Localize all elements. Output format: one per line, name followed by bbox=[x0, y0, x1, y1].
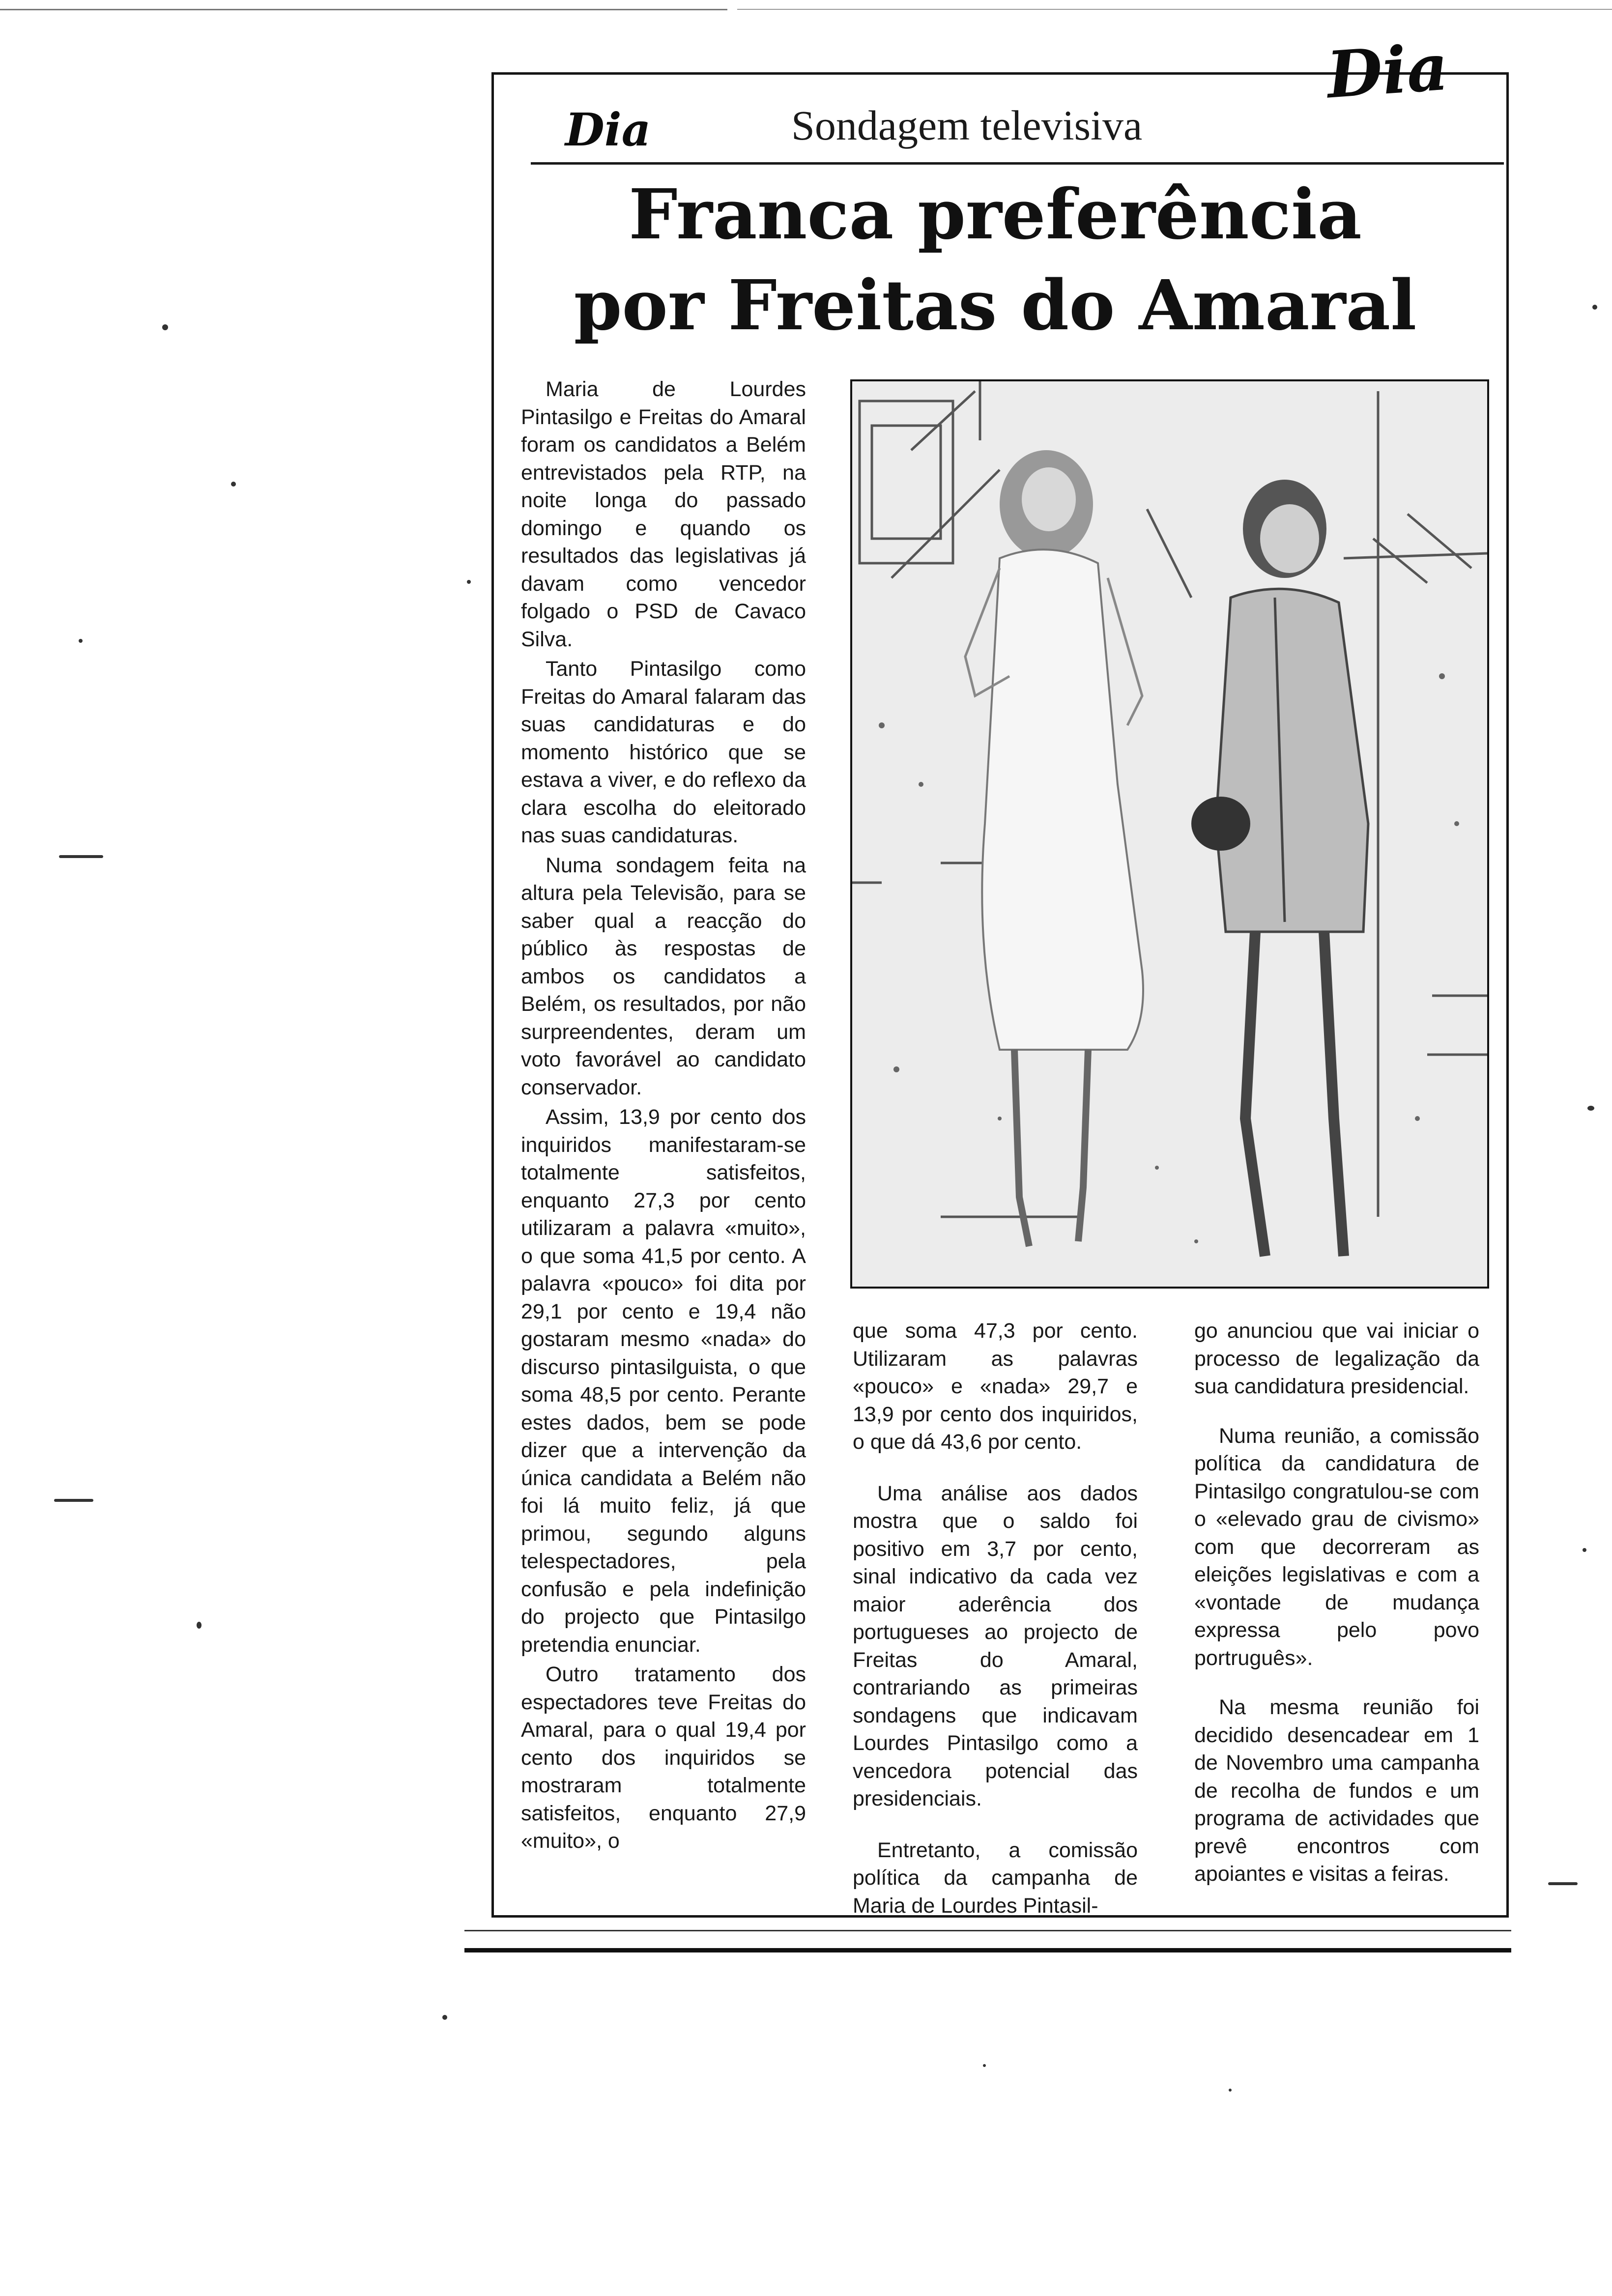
scan-speck bbox=[467, 580, 471, 584]
article-column-3 bbox=[1194, 1317, 1479, 1888]
article-headline-line2: por Freitas do Amaral bbox=[574, 265, 1417, 346]
col3-paragraph-1: go anunciou que vai iniciar o processo de legalização da sua candidatura presidencial. bbox=[1194, 1319, 1479, 1398]
kicker-rule bbox=[531, 162, 1504, 165]
col1-paragraph-5: Outro tratamento dos espectadores teve Freitas do Amaral, para o qual 19,4 por cento dos inquiridos se mostraram totalmente satisfeitos, enquanto 27,9 «muito», o bbox=[521, 1663, 806, 1853]
col2-paragraph-3: Entretanto, a comissão política da campanha de Maria de Lourdes Pintasil- bbox=[853, 1838, 1138, 1918]
news-photograph bbox=[850, 379, 1489, 1289]
scan-speck bbox=[1587, 1106, 1594, 1111]
top-edge-line bbox=[0, 9, 727, 10]
scan-speck bbox=[1229, 2089, 1232, 2092]
scan-speck bbox=[79, 639, 83, 643]
bottom-rule-thick bbox=[464, 1948, 1511, 1952]
photo-scene bbox=[852, 381, 1487, 1287]
col2-paragraph-2: Uma análise aos dados mostra que o saldo foi positivo em 3,7 por cento, sinal indicativo da cada vez maior aderência dos portugueses ao projecto de Freitas do Amaral, contrariando as primeiras sondagens que indicavam Lourdes Pintasilgo como a vencedora potencial das presidenciais. bbox=[853, 1481, 1138, 1810]
scan-speck bbox=[162, 324, 168, 330]
col1-paragraph-3: Numa sondagem feita na altura pela Televisão, para se saber qual a reacção do público às respostas de ambos os candidatos a Belém, os resultados, por não surpreendentes, deram um voto favorável ao candidato conservador. bbox=[521, 853, 806, 1099]
handwritten-mark-top: Dia bbox=[1324, 29, 1451, 113]
scan-speck bbox=[1583, 1548, 1586, 1552]
handwritten-mark-left: Dia bbox=[565, 103, 651, 156]
col1-paragraph-2: Tanto Pintasilgo como Freitas do Amaral falaram das suas candidaturas e do momento histórico que se estava a viver, e do reflexo da clara escolha do eleitorado nas suas candidaturas. bbox=[521, 657, 806, 847]
top-edge-line-right bbox=[737, 9, 1612, 10]
col1-paragraph-1: Maria de Lourdes Pintasilgo e Freitas do Amaral foram os candidatos a Belém entrevistados pela RTP, na noite longa do passado domingo e quando os resultados das legislativas já davam como vencedor folgado o PSD de Cavaco Silva. bbox=[521, 377, 806, 651]
scan-speck bbox=[59, 855, 103, 858]
scan-speck bbox=[442, 2015, 447, 2020]
scan-speck bbox=[1592, 305, 1597, 310]
col3-paragraph-2: Numa reunião, a comissão política da candidatura de Pintasilgo congratulou-se com o «elevado grau de civismo» com que decorreram as eleições legislativas e com a «vontade de mudança expressa pelo povo portruguês». bbox=[1194, 1424, 1479, 1670]
col3-paragraph-3: Na mesma reunião foi decidido desencadear em 1 de Novembro uma campanha de recolha de fundos e um programa de actividades que prevê encontros com apoiantes e visitas a feiras. bbox=[1194, 1695, 1479, 1886]
bottom-rule-thin bbox=[464, 1930, 1511, 1931]
col2-paragraph-1: que soma 47,3 por cento. Utilizaram as palavras «pouco» e «nada» 29,7 e 13,9 por cento dos inquiridos, o que dá 43,6 por cento. bbox=[853, 1319, 1138, 1454]
scan-speck bbox=[197, 1622, 202, 1629]
article-headline-line1: Franca preferência bbox=[629, 174, 1362, 255]
scan-speck bbox=[983, 2064, 986, 2067]
article-column-2 bbox=[853, 1317, 1138, 1920]
scan-speck bbox=[54, 1499, 93, 1502]
article-column-1 bbox=[521, 375, 806, 1855]
scan-speck bbox=[231, 482, 236, 487]
article-kicker: Sondagem televisiva bbox=[791, 102, 1143, 149]
scan-speck bbox=[1548, 1882, 1578, 1885]
col1-paragraph-4: Assim, 13,9 por cento dos inquiridos manifestaram-se totalmente satisfeitos, enquanto 27,3 por cento utilizaram a palavra «muito», o que soma 41,5 por cento. A palavra «pouco» foi dita por 29,1 por cento e 19,4 não gostaram mesmo «nada» do discurso pintasilguista, o que soma 48,5 por cento. Perante estes dados, bem se pode dizer que a intervenção da única candidata a Belém não foi lá muito feliz, já que primou, segundo alguns telespectadores, pela confusão e pela indefinição do projecto que Pintasilgo pretendia enunciar. bbox=[521, 1105, 806, 1657]
